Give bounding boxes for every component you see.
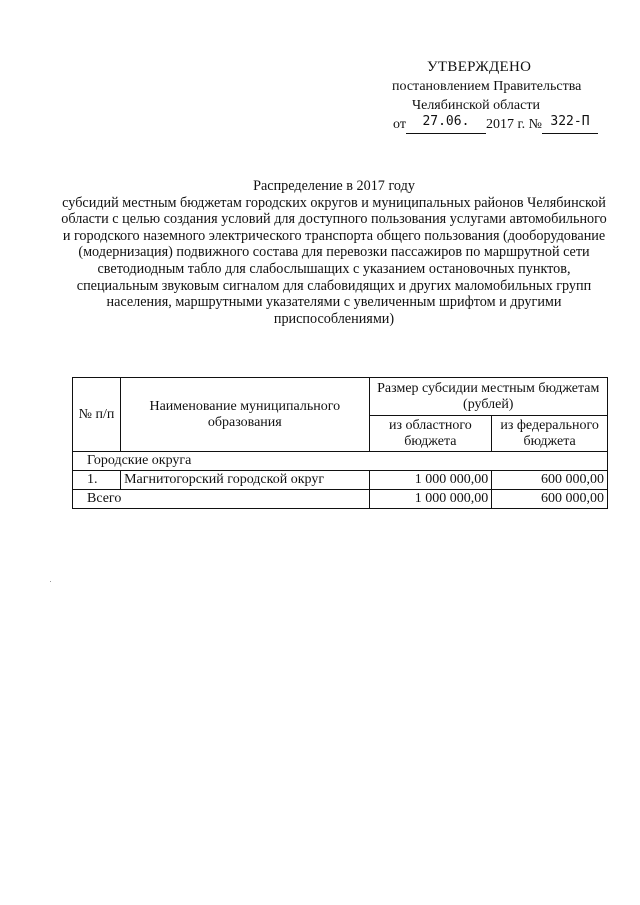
header-federal: из федерального бюджета — [492, 416, 608, 452]
table-header-row — [73, 378, 608, 416]
approval-number-blank — [542, 114, 598, 134]
table-row — [73, 471, 608, 490]
header-regional: из областного бюджета — [369, 416, 492, 452]
approval-line-date-number — [370, 115, 620, 134]
header-no: № п/п — [73, 378, 121, 452]
table-total-row — [73, 490, 608, 509]
approval-line-resolution: постановлением Правительства — [392, 79, 582, 94]
row-regional: 1 000 000,00 — [369, 471, 492, 490]
row-name: Магнитогорский городской округ — [121, 471, 369, 490]
group-label: Городские округа — [73, 452, 608, 471]
document-title — [60, 178, 608, 327]
row-federal: 600 000,00 — [492, 471, 608, 490]
approval-line-region: Челябинской области — [412, 98, 540, 113]
approval-number: 322-П — [550, 114, 590, 129]
total-federal: 600 000,00 — [492, 490, 608, 509]
scan-speck — [50, 581, 51, 582]
approval-date: 27.06. — [422, 114, 470, 129]
document-title-line1: Распределение в 2017 году — [253, 178, 415, 194]
total-label: Всего — [73, 490, 370, 509]
approval-date-blank — [406, 114, 486, 134]
approval-from-prefix: от — [393, 117, 406, 132]
subsidy-distribution-table — [72, 377, 608, 509]
document-title-body: субсидий местным бюджетам городских округов и муниципальных районов Челябинской области с целью создания условий для доступного пользования услугами автомобильного и городского наземного электрического транспорта общего пользования (дооборудование (модернизация) подвижного состава для перевозки пассажиров по маршрутной сети светодиодным табло для слабослышащих с указанием остановочных пунктов, специальным звуковым сигналом для слабовидящих и других маломобильных групп населения, маршрутными указателями с увеличенным шрифтом и другими приспособлениями) — [61, 194, 607, 327]
approval-stamp — [370, 58, 620, 134]
table-group-row — [73, 452, 608, 471]
approval-heading: УТВЕРЖДЕНО — [427, 59, 532, 75]
total-regional: 1 000 000,00 — [369, 490, 492, 509]
header-name: Наименование муниципального образования — [121, 378, 369, 452]
approval-year-suffix: 2017 г. № — [485, 117, 542, 132]
header-amount: Размер субсидии местным бюджетам (рублей) — [369, 378, 607, 416]
row-no: 1. — [73, 471, 121, 490]
